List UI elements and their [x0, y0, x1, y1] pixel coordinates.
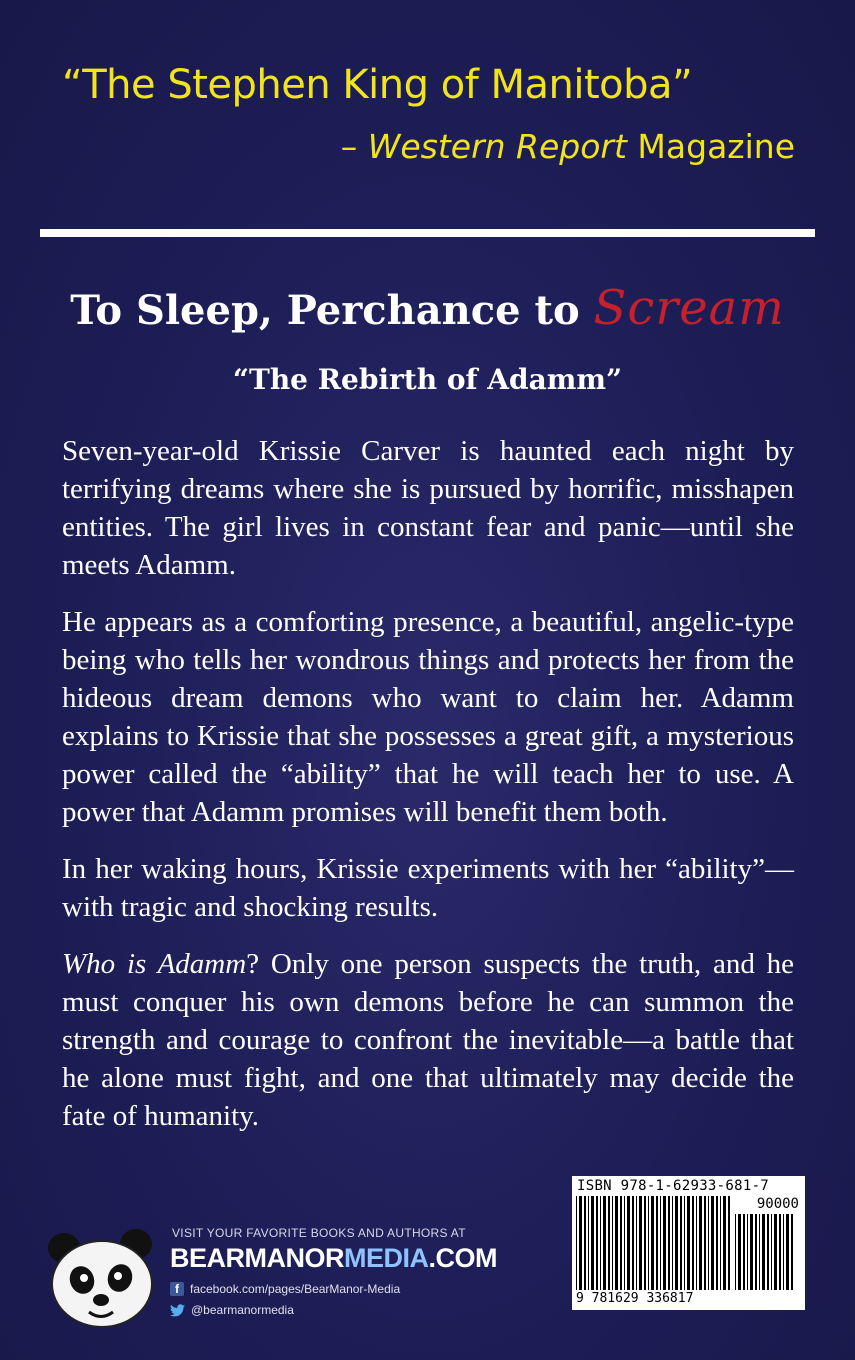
- barcode-bar: [735, 1214, 736, 1290]
- isbn-barcode: [572, 1176, 805, 1310]
- endorsement-quote: “The Stephen King of Manitoba”: [62, 62, 693, 108]
- addon-bars: [735, 1214, 797, 1290]
- barcode-bar: [651, 1196, 654, 1290]
- barcode-bar: [684, 1196, 685, 1290]
- barcode-bar: [767, 1214, 769, 1290]
- barcode-bar: [708, 1196, 709, 1290]
- barcode-bar: [660, 1196, 661, 1290]
- publisher-site[interactable]: [170, 1243, 497, 1274]
- barcode-bar: [624, 1196, 625, 1290]
- barcode-bar: [584, 1196, 586, 1290]
- barcode-bar: [699, 1196, 702, 1290]
- book-subtitle: “The Rebirth of Adamm”: [232, 363, 623, 396]
- barcode-bar: [639, 1196, 642, 1290]
- book-title-accent: Scream: [593, 280, 785, 336]
- blurb-paragraph-3: In her waking hours, Krissie experiments with her “ability”—with tragic and shocking results.: [62, 853, 794, 923]
- isbn-text: ISBN 978-1-62933-681-7: [577, 1178, 770, 1194]
- barcode-bar: [779, 1214, 781, 1290]
- barcode-bar: [728, 1196, 730, 1290]
- blurb-paragraph-2: He appears as a comforting presence, a beautiful, angelic-type being who tells her wondrous things and protects her from the hideous dream demons who want to claim her. Adamm explains to Krissie that she possesses a great gift, a mysterious power called the “ability” that he will teach her to use. A power that Adamm promises will benefit them both.: [62, 606, 794, 828]
- barcode-bar: [696, 1196, 697, 1290]
- facebook-link[interactable]: [170, 1282, 400, 1296]
- barcode-bar: [675, 1196, 678, 1290]
- book-title: [0, 280, 855, 336]
- facebook-text: facebook.com/pages/BearManor-Media: [190, 1282, 401, 1296]
- twitter-text: @bearmanormedia: [191, 1303, 294, 1317]
- barcode-number: 9 781629 336817: [576, 1291, 694, 1306]
- ean-bars: [576, 1196, 732, 1290]
- facebook-icon: f: [170, 1282, 184, 1296]
- barcode-bar: [588, 1196, 589, 1290]
- barcode-bar: [648, 1196, 649, 1290]
- barcode-bar: [704, 1196, 706, 1290]
- blurb-p4-italic: Who is Adamm: [62, 948, 247, 980]
- barcode-bar: [762, 1214, 765, 1290]
- barcode-bar: [711, 1196, 714, 1290]
- attribution-publication: Western Report: [367, 127, 627, 166]
- barcode-bar: [723, 1196, 726, 1290]
- attribution-rest: Magazine: [626, 127, 795, 166]
- barcode-bar: [783, 1214, 784, 1290]
- barcode-bar: [603, 1196, 606, 1290]
- barcode-bar: [632, 1196, 634, 1290]
- barcode-bar: [720, 1196, 721, 1290]
- barcode-bar: [759, 1214, 760, 1290]
- footer-visit-text: VISIT YOUR FAVORITE BOOKS AND AUTHORS AT: [172, 1226, 466, 1240]
- barcode-bar: [668, 1196, 670, 1290]
- barcode-bar: [680, 1196, 682, 1290]
- panda-logo: [44, 1226, 160, 1330]
- site-part-1: BEARMANOR: [170, 1243, 344, 1273]
- barcode-bar: [644, 1196, 646, 1290]
- blurb-p4-rest: ? Only one person suspects the truth, and he must conquer his own demons before he can summon the strength and courage to confront the inevitable—a battle that he alone must fight, and one that ultimately may decide the fate of humanity.: [62, 948, 794, 1132]
- barcode-bar: [608, 1196, 610, 1290]
- attribution-dash: –: [340, 127, 368, 166]
- barcode-bar: [755, 1214, 757, 1290]
- barcode-bar: [600, 1196, 601, 1290]
- barcode-bar: [743, 1214, 745, 1290]
- barcode-bar: [750, 1214, 753, 1290]
- barcode-bar: [672, 1196, 673, 1290]
- site-part-3: .COM: [428, 1243, 497, 1273]
- barcode-bar: [656, 1196, 658, 1290]
- price-code: 90000: [756, 1196, 799, 1212]
- barcode-bar: [747, 1214, 748, 1290]
- endorsement-attribution: [341, 127, 795, 166]
- barcode-bar: [791, 1214, 793, 1290]
- barcode-bar: [627, 1196, 630, 1290]
- barcode-bar: [716, 1196, 718, 1290]
- barcode-bar: [596, 1196, 598, 1290]
- barcode-bar: [576, 1196, 577, 1290]
- barcode-bar: [620, 1196, 622, 1290]
- barcode-bar: [615, 1196, 618, 1290]
- twitter-icon: [170, 1304, 185, 1317]
- blurb: [62, 432, 794, 1154]
- barcode-bar: [692, 1196, 694, 1290]
- barcode-bar: [774, 1214, 777, 1290]
- book-title-main: To Sleep, Perchance to: [70, 287, 594, 334]
- barcode-bar: [771, 1214, 772, 1290]
- barcode-bar: [579, 1196, 582, 1290]
- barcode-bar: [663, 1196, 666, 1290]
- barcode-bar: [636, 1196, 637, 1290]
- blurb-paragraph-1: Seven-year-old Krissie Carver is haunted each night by terrifying dreams where she is pursued by horrific, misshapen entities. The girl lives in constant fear and panic—until she meets Adamm.: [62, 435, 794, 581]
- twitter-link[interactable]: [170, 1303, 294, 1317]
- barcode-bar: [687, 1196, 690, 1290]
- blurb-paragraph-4: [62, 945, 794, 1135]
- barcode-bar: [786, 1214, 789, 1290]
- divider-rule: [40, 229, 815, 237]
- barcode-bar: [612, 1196, 613, 1290]
- site-part-2: MEDIA: [344, 1243, 429, 1273]
- barcode-bar: [591, 1196, 594, 1290]
- barcode-bar: [738, 1214, 741, 1290]
